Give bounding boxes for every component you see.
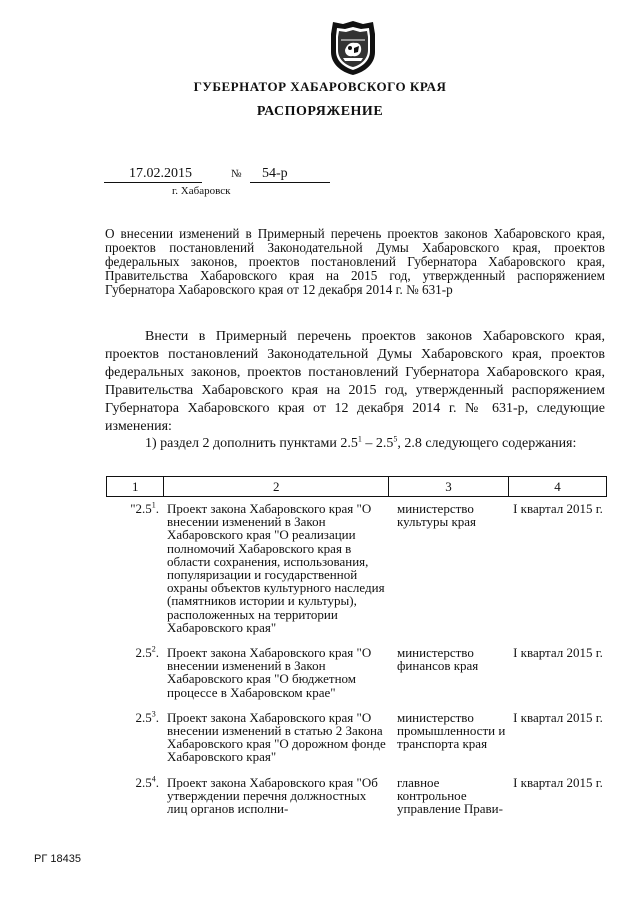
document-date: 17.02.2015: [104, 165, 202, 183]
table-row: [106, 502, 607, 634]
row-number-sup: 4: [151, 774, 156, 784]
column-header-3: 3: [389, 477, 509, 497]
row-term: I квартал 2015 г.: [513, 709, 603, 725]
column-header-1: 1: [107, 477, 164, 497]
number-label: №: [231, 168, 242, 180]
table-header: [106, 476, 607, 497]
row-number-text: 2.5: [135, 645, 152, 661]
row-title: Проект закона Хабаровского края "О внесении изменений в статью 2 Закона Хабаровского края "О дорожном фонде Хабаровского края": [167, 709, 386, 765]
row-number-suffix: .: [155, 774, 159, 790]
row-number-text: 2.5: [135, 709, 152, 725]
row-executor: министерство промышленности и транспорта края: [397, 709, 506, 752]
document-type: РАСПОРЯЖЕНИЕ: [256, 104, 384, 119]
table-row: [106, 711, 607, 764]
item1-text-b: – 2.5: [361, 436, 394, 451]
row-number: [106, 646, 163, 699]
row-executor: главное контрольное управление Прави-: [397, 774, 503, 817]
row-executor: министерство финансов края: [397, 645, 479, 674]
table-row: [106, 646, 607, 699]
document-city: г. Хабаровск: [172, 185, 231, 197]
row-number-sup: 1: [151, 500, 156, 510]
table-row: [106, 776, 607, 816]
item1-sup-2: 5: [393, 434, 398, 444]
body-paragraph: [105, 328, 605, 436]
table-body: [106, 502, 607, 827]
row-number-sup: 3: [151, 709, 156, 719]
amendment-item-1: [105, 435, 605, 453]
row-term: I квартал 2015 г.: [513, 645, 603, 661]
document-subject: О внесении изменений в Примерный перечень проектов законов Хабаровского края, проектов постановлений Законодательной Думы Хабаровского края, проектов федеральных законов, проектов постановлений Губернатора Хабаровского края, Правительства Хабаровского края на 2015 год, утвержденный распоряжением Губернатора Хабаровского края от 12 декабря 2014 г. № 631-р: [105, 226, 605, 297]
row-number-text: "2.5: [130, 501, 152, 516]
khabarovsk-coat-of-arms-icon: [329, 20, 377, 76]
row-title: Проект закона Хабаровского края "О внесении изменений в Закон Хабаровского края "О бюджетном процессе в Хабаровском крае": [167, 645, 372, 700]
row-title: Проект закона Хабаровского края "О внесении изменений в Закон Хабаровского края "О реализации полномочий Хабаровского края в области сохранения, использования, популяризации и государственной охраны объектов культурного наследия (памятников истории и культуры), расположенных на территории Хабаровского края": [167, 501, 385, 635]
row-term: I квартал 2015 г.: [513, 501, 603, 516]
row-executor: министерство культуры края: [397, 501, 477, 530]
row-number-text: 2.5: [135, 774, 152, 790]
document-footer-code: РГ 18435: [34, 853, 81, 865]
item1-text-a: 1) раздел 2 дополнить пунктами 2.5: [145, 436, 358, 451]
row-title: Проект закона Хабаровского края "Об утверждении перечня должностных лиц органов исполни-: [167, 774, 378, 817]
row-number-suffix: .: [155, 501, 159, 516]
row-number: [106, 502, 163, 634]
row-number-suffix: .: [155, 709, 159, 725]
document-number: 54-р: [250, 165, 330, 183]
row-number: [106, 711, 163, 764]
row-term: I квартал 2015 г.: [513, 774, 603, 790]
column-header-2: 2: [164, 477, 389, 497]
item1-sup-1: 1: [357, 434, 362, 444]
row-number: [106, 776, 163, 816]
item1-text-c: , 2.8 следующего содержания:: [397, 436, 577, 451]
row-number-sup: 2: [151, 644, 156, 654]
organization-name: ГУБЕРНАТОР ХАБАРОВСКОГО КРАЯ: [193, 79, 447, 94]
row-number-suffix: .: [155, 645, 159, 661]
body-paragraph-text: Внести в Примерный перечень проектов законов Хабаровского края, проектов постановлений Законодательной Думы Хабаровского края, проектов федеральных законов, проектов постановлений Губернатора Хабаровского края, Правительства Хабаровского края на 2015 год, утвержденный распоряжением Губернатора Хабаровского края от 12 декабря 2014 г. № 631-р, следующие изменения:: [105, 329, 605, 434]
column-header-4: 4: [508, 477, 606, 497]
